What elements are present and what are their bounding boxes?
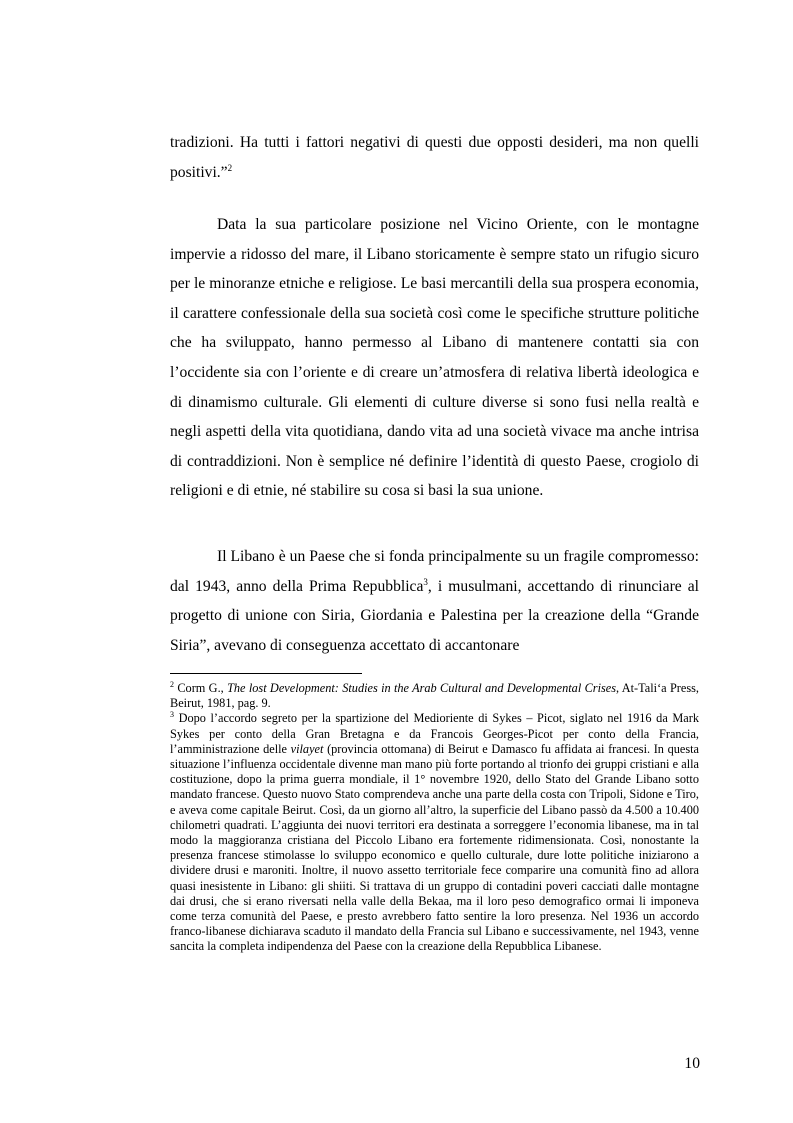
paragraph-1-text: tradizioni. Ha tutti i fattori negativi di questi due opposti desideri, ma non quelli positivi.” [170,134,699,181]
footnote-2-number: 2 [170,679,174,689]
paragraph-1 [170,128,699,187]
footnotes [170,681,699,955]
footnote-separator [170,673,362,674]
paragraph-3 [170,542,699,660]
footnote-3-italic-term: vilayet [290,741,324,756]
footnote-3-number: 3 [170,710,174,720]
footnote-3-text-before: Dopo l’accordo segreto per la spartizione del Medioriente di Sykes – Picot, siglato nel 1916 da Mark Sykes per conto della Gran Bretagna e da Francois Georges-Picot per conto della Francia, l’amministrazione delle [170,711,700,756]
paragraph-2-text: Data la sua particolare posizione nel Vicino Oriente, con le montagne impervie a ridosso del mare, il Libano storicamente è sempre stato un rifugio sicuro per le minoranze etniche e religiose. Le basi mercantili della sua prospera economia, il carattere confessionale della sua società così come le specifiche strutture politiche che ha sviluppato, hanno permesso al Libano di mantenere contatti sia con l’occidente sia con l’oriente e di creare un’atmosfera di relativa libertà ideologica e di dinamismo culturale. Gli elementi di culture diverse si sono fusi nella realtà e negli aspetti della vita quotidiana, dando vita ad una società vivace ma anche intrisa di contraddizioni. Non è semplice né definire l’identità di questo Paese, crogiolo di religioni e di etnie, né stabilire su cosa si basi la sua unione. [170,216,699,500]
footnote-2 [170,681,699,711]
footnote-2-rest: , At-Tali‘a Press, Beirut, 1981, pag. 9. [170,681,699,711]
footnote-ref-3[interactable]: 3 [423,576,428,587]
footnote-3 [170,711,699,954]
paragraph-2 [170,210,699,506]
paragraph-3-text-before: Il Libano è un Paese che si fonda principalmente su un fragile compromesso: dal 1943, anno della Prima Repubblica [170,548,699,595]
footnote-ref-2[interactable]: 2 [227,162,233,173]
footnote-3-text-after: (provincia ottomana) di Beirut e Damasco fu affidata ai francesi. In questa situazione l’influenza occidentale divenne man mano più forte portando al trionfo dei gruppi cristiani e alla costituzione, dopo la prima guerra mondiale, il 1° novembre 1920, dello Stato del Grande Libano sotto mandato francese. Questo nuovo Stato comprendeva anche una parte della costa con Tripoli, Sidone e Tiro, e aveva come capitale Beirut. Così, da un giorno all’altro, la superficie del Libano passò da 4.500 a 10.400 chilometri quadrati. L’aggiunta dei nuovi territori era destinata a sorreggere l’economia libanese, ma in tal modo la maggioranza cristiana del Piccolo Libano era fortemente ridimensionata. Così, nonostante la presenza francese stimolasse lo sviluppo economico e quello culturale, dure lotte politiche iniziarono a dividere drusi e maroniti. Inoltre, il nuovo assetto territoriale fece comparire una comunità fino ad allora quasi inesistente in Libano: gli shiiti. Si trattava di un gruppo di contadini poveri cacciati dalle montagne dai drusi, che si erano riversati nella valle della Bekaa, ma il loro peso demografico ormai li imponeva come terza comunità del Paese, e presto avrebbero fatto sentire la loro presenza. Nel 1936 un accordo franco-libanese dichiarava scaduto il mandato della Francia sul Libano e successivamente, nel 1943, venne sancita la completa indipendenza del Paese con la creazione della Repubblica Libanese. [170,741,700,954]
paragraph-3-text-after: , i musulmani, accettando di rinunciare al progetto di unione con Siria, Giordania e Palestina per la creazione della “Grande Siria”, avevano di conseguenza accettato di accantonare [170,577,700,654]
page-number: 10 [684,1055,700,1072]
footnote-2-author: Corm G., [177,681,224,695]
footnote-2-title: The lost Development: Studies in the Arab Cultural and Developmental Crises [227,681,617,695]
